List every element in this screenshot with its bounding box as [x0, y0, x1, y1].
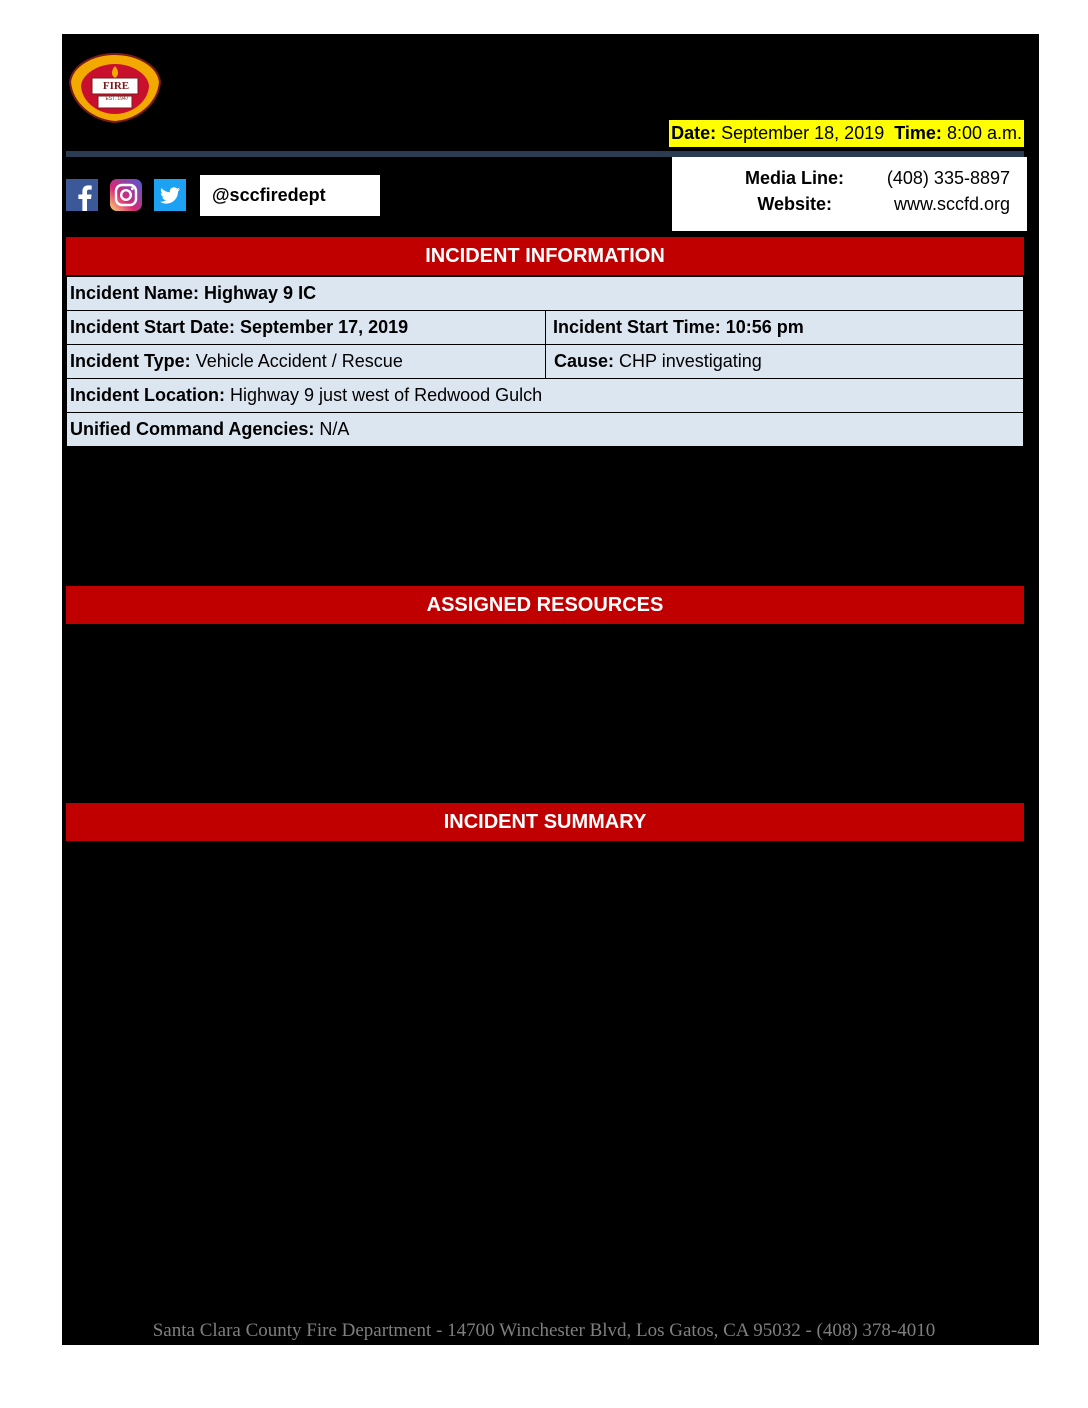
incident-summary-banner: INCIDENT SUMMARY: [66, 803, 1024, 841]
contact-box: [672, 157, 1027, 231]
press-release-page: [62, 34, 1039, 1345]
incident-information-banner: INCIDENT INFORMATION: [66, 237, 1024, 275]
logo-fire-text: FIRE: [102, 80, 130, 92]
date-value: September 18, 2019: [721, 123, 885, 143]
date-time-bar: [669, 120, 1024, 147]
logo-est-text: EST. 1947: [105, 96, 129, 102]
incident-information-table: [66, 276, 1024, 447]
date-label: Date:: [671, 123, 717, 143]
media-line-row: [672, 165, 1027, 191]
time-label: Time:: [894, 123, 942, 143]
footer-address: Santa Clara County Fire Department - 14700 Winchester Blvd, Los Gatos, CA 95032 - (408) 378-4010: [152, 1320, 936, 1341]
twitter-icon[interactable]: [154, 179, 186, 211]
incident-start-date-cell: [67, 311, 546, 345]
instagram-icon[interactable]: [110, 179, 142, 211]
incident-start-time-label: Incident Start Time:: [553, 317, 721, 337]
facebook-icon[interactable]: [66, 179, 98, 211]
incident-name-label: Incident Name:: [70, 283, 200, 303]
social-media-bar: [66, 177, 380, 213]
unified-command-label: Unified Command Agencies:: [70, 419, 315, 439]
incident-name-value: Highway 9 IC: [204, 283, 317, 303]
assigned-resources-banner: ASSIGNED RESOURCES: [66, 586, 1024, 624]
incident-location-value: Highway 9 just west of Redwood Gulch: [230, 385, 543, 405]
media-line-value: (408) 335-8897: [886, 168, 1010, 188]
table-row: [67, 413, 1024, 447]
table-row: [67, 311, 1024, 345]
incident-location-label: Incident Location:: [70, 385, 225, 405]
table-row: [67, 345, 1024, 379]
incident-location-cell: [67, 379, 1024, 413]
website-row: [672, 191, 1027, 217]
website-value[interactable]: www.sccfd.org: [893, 194, 1010, 214]
incident-type-cell: [67, 345, 546, 379]
cause-cell: [546, 345, 1024, 379]
incident-name-cell: [67, 277, 1024, 311]
incident-type-label: Incident Type:: [70, 351, 191, 371]
incident-type-value: Vehicle Accident / Rescue: [195, 351, 403, 371]
incident-start-time-value: 10:56 pm: [725, 317, 804, 337]
table-row: [67, 379, 1024, 413]
incident-start-time-cell: [546, 311, 1024, 345]
unified-command-value: N/A: [319, 419, 350, 439]
incident-start-date-value: September 17, 2019: [240, 317, 409, 337]
time-value: 8:00 a.m.: [946, 123, 1022, 143]
website-label: Website:: [757, 194, 832, 214]
cause-value: CHP investigating: [619, 351, 762, 371]
table-row: [67, 277, 1024, 311]
media-line-label: Media Line:: [744, 168, 844, 188]
unified-command-cell: [67, 413, 1024, 447]
cause-label: Cause:: [554, 351, 615, 371]
social-handle: @sccfiredept: [200, 175, 380, 216]
incident-start-date-label: Incident Start Date:: [70, 317, 236, 337]
